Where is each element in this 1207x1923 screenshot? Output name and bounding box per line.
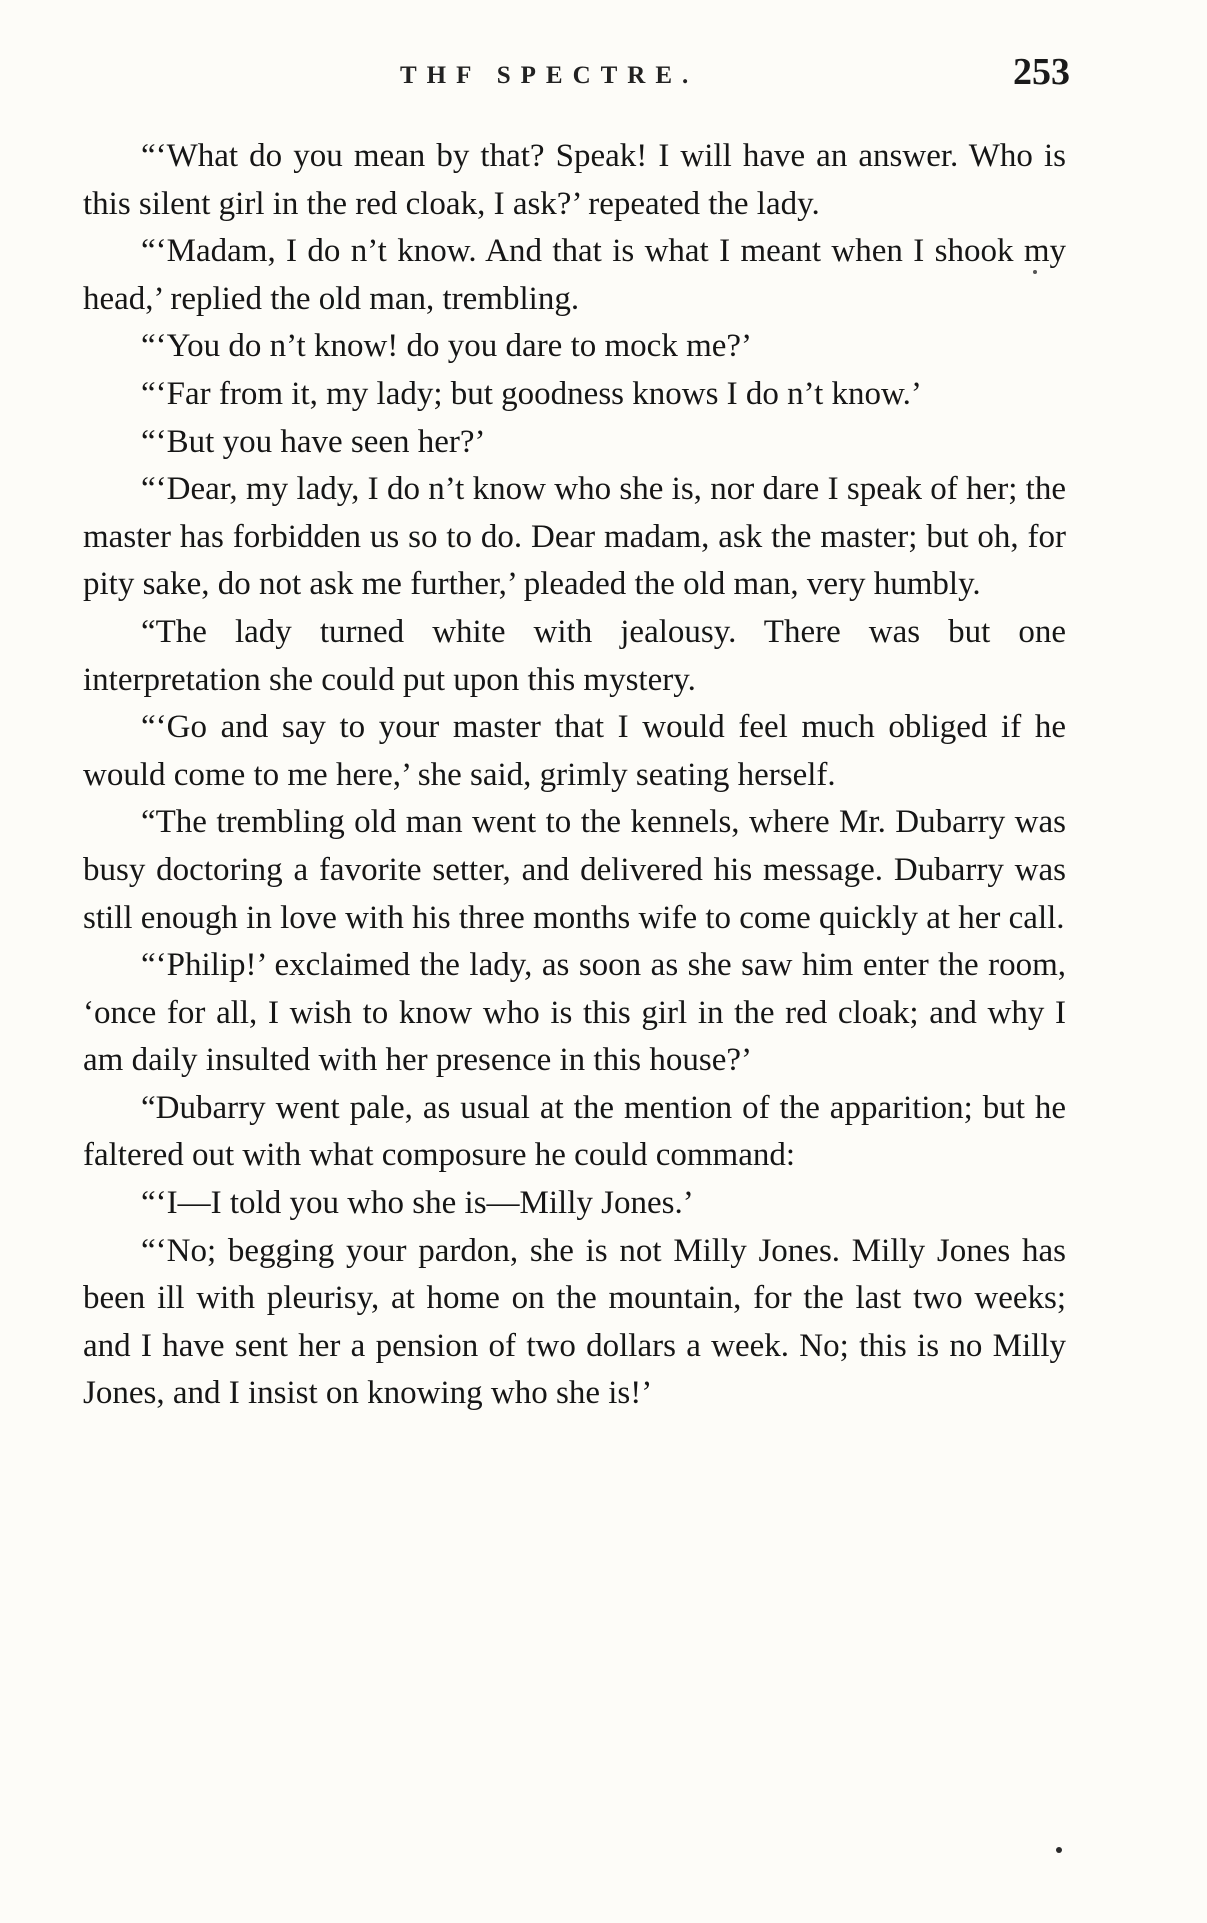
paragraph-2: “‘Madam, I do n’t know. And that is what I meant when I shook my head,’ replied the old man, trembling. bbox=[83, 233, 1066, 317]
paragraph-12: “‘I—I told you who she is—Milly Jones.’ bbox=[141, 1185, 694, 1222]
page-number: 253 bbox=[1013, 51, 1070, 93]
body-text bbox=[83, 133, 1066, 1418]
paragraph-13: “‘No; begging your pardon, she is not Milly Jones. Milly Jones has been ill with pleurisy, at home on the mountain, for the last two weeks; and I have sent her a pension of two dollars a week. No; this is no Milly Jones, and I insist on knowing who she is!’ bbox=[83, 1232, 1066, 1412]
paragraph-4: “‘Far from it, my lady; but goodness knows I do n’t know.’ bbox=[141, 375, 922, 412]
page-header bbox=[80, 50, 1070, 110]
paragraph-1: “‘What do you mean by that? Speak! I will have an answer. Who is this silent girl in the red cloak, I ask?’ repeated the lady. bbox=[83, 138, 1066, 222]
paragraph-11: “Dubarry went pale, as usual at the mention of the apparition; but he faltered out with what composure he could command: bbox=[83, 1089, 1066, 1174]
paragraph-3: “‘You do n’t know! do you dare to mock me?’ bbox=[141, 328, 753, 365]
paragraph-8: “‘Go and say to your master that I would feel much obliged if he would come to me here,’ she said, grimly seating herself. bbox=[83, 709, 1066, 793]
running-head: THF SPECTRE. bbox=[400, 62, 699, 89]
paragraph-10: “‘Philip!’ exclaimed the lady, as soon as she saw him enter the room, ‘once for all, I wish to know who is this girl in the red cloak; and why I am daily insulted with her presence in this house?’ bbox=[83, 947, 1066, 1079]
paragraph-9: “The trembling old man went to the kennels, where Mr. Dubarry was busy doctoring a favorite setter, and delivered his message. Dubarry was still enough in love with his three months wife to come quickly at her call. bbox=[83, 804, 1066, 936]
print-speck bbox=[1033, 270, 1037, 274]
paragraph-6: “‘Dear, my lady, I do n’t know who she is, nor dare I speak of her; the master has forbidden us so to do. Dear madam, ask the master; but oh, for pity sake, do not ask me further,’ pleaded the old man, very humbly. bbox=[83, 471, 1066, 603]
print-speck bbox=[1056, 1847, 1062, 1853]
paragraph-5: “‘But you have seen her?’ bbox=[141, 423, 486, 460]
paragraph-7: “The lady turned white with jealousy. There was but one interpretation she could put upon this mystery. bbox=[83, 613, 1066, 698]
